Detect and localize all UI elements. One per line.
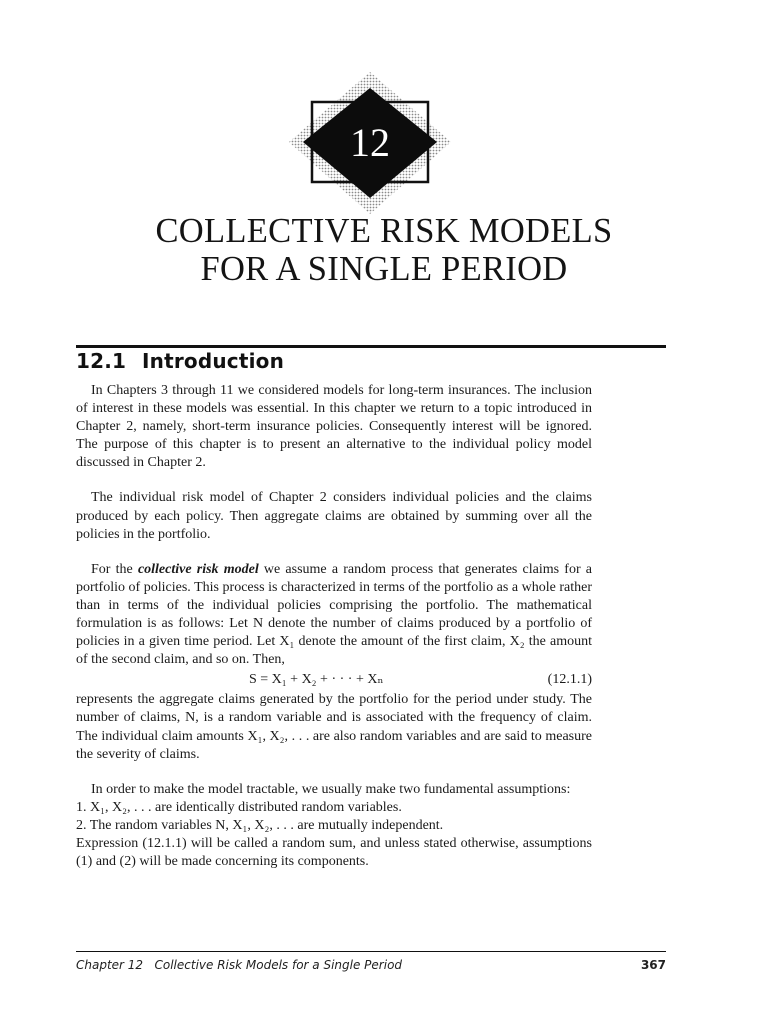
chapter-number: 12 xyxy=(350,120,390,165)
chapter-title-line-2: FOR A SINGLE PERIOD xyxy=(200,250,568,288)
body-text xyxy=(76,382,592,871)
paragraph-3 xyxy=(76,561,592,670)
paragraph-4: represents the aggregate claims generated by the portfolio for the period under study. The number of claims, N, is a random variable and is associated with the frequency of claim. The individual claim amounts X₁, X₂, . . . are also random variables and are said to measure the severity of claims. xyxy=(76,692,592,762)
running-head: Chapter 12 Collective Risk Models for a Single Period xyxy=(76,958,403,972)
chapter-title xyxy=(0,212,768,288)
paragraph-5: In order to make the model tractable, we usually make two fundamental assumptions: xyxy=(91,781,571,797)
chapter-number-ornament xyxy=(285,68,455,218)
paragraph-6: Expression (12.1.1) will be called a random sum, and unless stated otherwise, assumptions (1) and (2) will be made concerning its components. xyxy=(76,835,592,870)
equation-expression: S = X₁ + X₂ + · · · + Xₙ xyxy=(249,672,384,688)
section-title: Introduction xyxy=(142,349,285,373)
footer-rule xyxy=(76,951,666,952)
section-rule xyxy=(76,345,666,348)
defined-term: collective risk model xyxy=(137,561,259,577)
paragraph-3-rest: we assume a random process that generates claims for a portfolio of policies. This process is characterized in terms of the portfolio as a whole rather than in terms of the individual policies comprising the portfolio. The mathematical formulation is as follows: Let N denote the number of claims produced by a portfolio of policies in a given time period. Let X₁ denote the amount of the first claim, X₂ the amount of the second claim, and so on. Then, xyxy=(76,561,592,668)
equation-12-1-1 xyxy=(76,669,592,691)
equation-tag: (12.1.1) xyxy=(547,672,592,688)
section-number: 12.1 xyxy=(76,349,127,373)
assumption-2: 2. The random variables N, X₁, X₂, . . . are mutually independent. xyxy=(76,817,444,833)
page-footer xyxy=(76,958,666,972)
page-number: 367 xyxy=(640,958,666,972)
chapter-title-line-1: COLLECTIVE RISK MODELS xyxy=(155,212,613,250)
paragraph-3-lead: For the xyxy=(91,561,133,577)
paragraph-1: In Chapters 3 through 11 we considered models for long-term insurances. The inclusion of interest in these models was essential. In this chapter we return to a topic introduced in Chapter 2, namely, short-term insurance policies. Consequently interest will be ignored. The purpose of this chapter is to present an alternative to the individual policy model discussed in Chapter 2. xyxy=(76,383,592,471)
section-heading xyxy=(76,349,284,373)
paragraph-2: The individual risk model of Chapter 2 considers individual policies and the claims produced by each policy. Then aggregate claims are obtained by summing over all the policies in the portfolio. xyxy=(76,490,592,542)
assumption-1: 1. X₁, X₂, . . . are identically distributed random variables. xyxy=(76,799,402,815)
